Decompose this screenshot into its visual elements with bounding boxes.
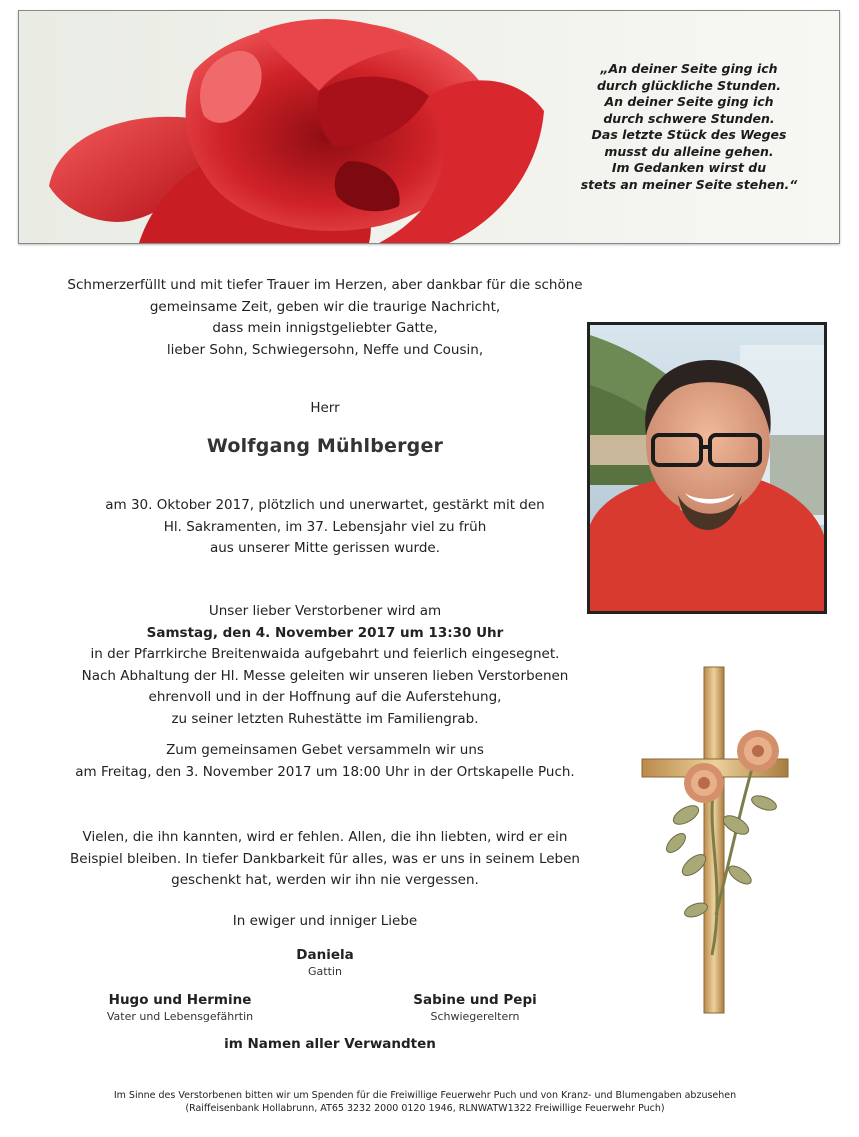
tribute-line: Beispiel bleiben. In tiefer Dankbarkeit für alles, was er uns in seinem Leben bbox=[70, 850, 580, 867]
intro-line: lieber Sohn, Schwiegersohn, Neffe und Cousin, bbox=[166, 341, 484, 358]
rose-banner bbox=[18, 10, 840, 244]
signature-name: Daniela bbox=[296, 947, 354, 963]
quote-line: „An deiner Seite ging ich bbox=[600, 61, 778, 76]
portrait-photo bbox=[587, 322, 827, 614]
footer-line: Im Sinne des Verstorbenen bitten wir um Spenden für die Freiwillige Feuerwehr Puch und von Kranz- und Blumengaben abzusehen bbox=[113, 1090, 737, 1101]
funeral-details bbox=[40, 601, 610, 730]
funeral-line: Unser lieber Verstorbener wird am bbox=[208, 603, 442, 619]
signature-parents bbox=[90, 991, 270, 1024]
quote-line: An deiner Seite ging ich bbox=[604, 94, 774, 109]
signature-wife bbox=[270, 946, 380, 979]
quote-line: Im Gedanken wirst du bbox=[611, 160, 767, 175]
quote-line: musst du alleine gehen. bbox=[604, 143, 774, 159]
funeral-line: in der Pfarrkirche Breitenwaida aufgebahrt und feierlich eingesegnet. bbox=[90, 646, 560, 662]
death-line: am 30. Oktober 2017, plötzlich und unerwartet, gestärkt mit den bbox=[105, 497, 545, 513]
death-line: Hl. Sakramenten, im 37. Lebensjahr viel zu früh bbox=[163, 518, 487, 535]
intro-line: gemeinsame Zeit, geben wir die traurige Nachricht, bbox=[149, 298, 501, 315]
funeral-date: Samstag, den 4. November 2017 um 13:30 Uhr bbox=[146, 624, 504, 641]
signature-relatives bbox=[200, 1035, 460, 1053]
salutation: Herr bbox=[310, 400, 340, 416]
funeral-line: ehrenvoll und in der Hoffnung auf die Auferstehung, bbox=[148, 689, 502, 705]
intro-text bbox=[40, 275, 610, 361]
prayer-line: am Freitag, den 3. November 2017 um 18:00 Uhr in der Ortskapelle Puch. bbox=[75, 763, 575, 780]
footer-line: (Raiffeisenbank Hollabrunn, AT65 3232 2000 0120 1946, RLNWATW1322 Freiwillige Feuerwehr Puch) bbox=[185, 1103, 665, 1114]
portrait-image bbox=[590, 325, 824, 611]
tribute-text bbox=[40, 827, 610, 892]
quote-line: durch schwere Stunden. bbox=[603, 110, 775, 126]
tribute-line: geschenkt hat, werden wir ihn nie vergessen. bbox=[171, 872, 479, 888]
intro-line: dass mein innigstgeliebter Gatte, bbox=[212, 320, 438, 336]
quote-line: stets an meiner Seite stehen.“ bbox=[580, 176, 798, 192]
cross-with-roses-image bbox=[636, 665, 796, 1017]
signature-role: Vater und Lebensgefährtin bbox=[106, 1010, 254, 1023]
quote-line: Das letzte Stück des Weges bbox=[591, 127, 787, 142]
tribute-line: Vielen, die ihn kannten, wird er fehlen. Allen, die ihn liebten, wird er ein bbox=[82, 829, 568, 845]
signature-name: Hugo und Hermine bbox=[108, 992, 252, 1008]
signature-role: Schwiegereltern bbox=[430, 1010, 520, 1023]
signature-in-laws bbox=[400, 991, 550, 1024]
intro-line: Schmerzerfüllt und mit tiefer Trauer im Herzen, aber dankbar für die schöne bbox=[67, 277, 583, 293]
deceased-name: Wolfgang Mühlberger bbox=[206, 435, 444, 457]
closing-line: In ewiger und inniger Liebe bbox=[232, 913, 418, 929]
funeral-line: zu seiner letzten Ruhestätte im Familiengrab. bbox=[171, 710, 479, 727]
donation-footer bbox=[40, 1089, 810, 1115]
signature-role: Gattin bbox=[308, 965, 342, 978]
signature-name: im Namen aller Verwandten bbox=[224, 1036, 436, 1052]
quote-poem bbox=[579, 61, 799, 193]
rose-image bbox=[19, 11, 579, 243]
funeral-line: Nach Abhaltung der Hl. Messe geleiten wir unseren lieben Verstorbenen bbox=[81, 667, 569, 684]
quote-line: durch glückliche Stunden. bbox=[596, 77, 782, 93]
prayer-line: Zum gemeinsamen Gebet versammeln wir uns bbox=[166, 742, 484, 758]
prayer-notice bbox=[40, 740, 610, 783]
signature-name: Sabine und Pepi bbox=[413, 992, 537, 1008]
death-notice bbox=[40, 495, 610, 560]
death-line: aus unserer Mitte gerissen wurde. bbox=[209, 540, 441, 556]
